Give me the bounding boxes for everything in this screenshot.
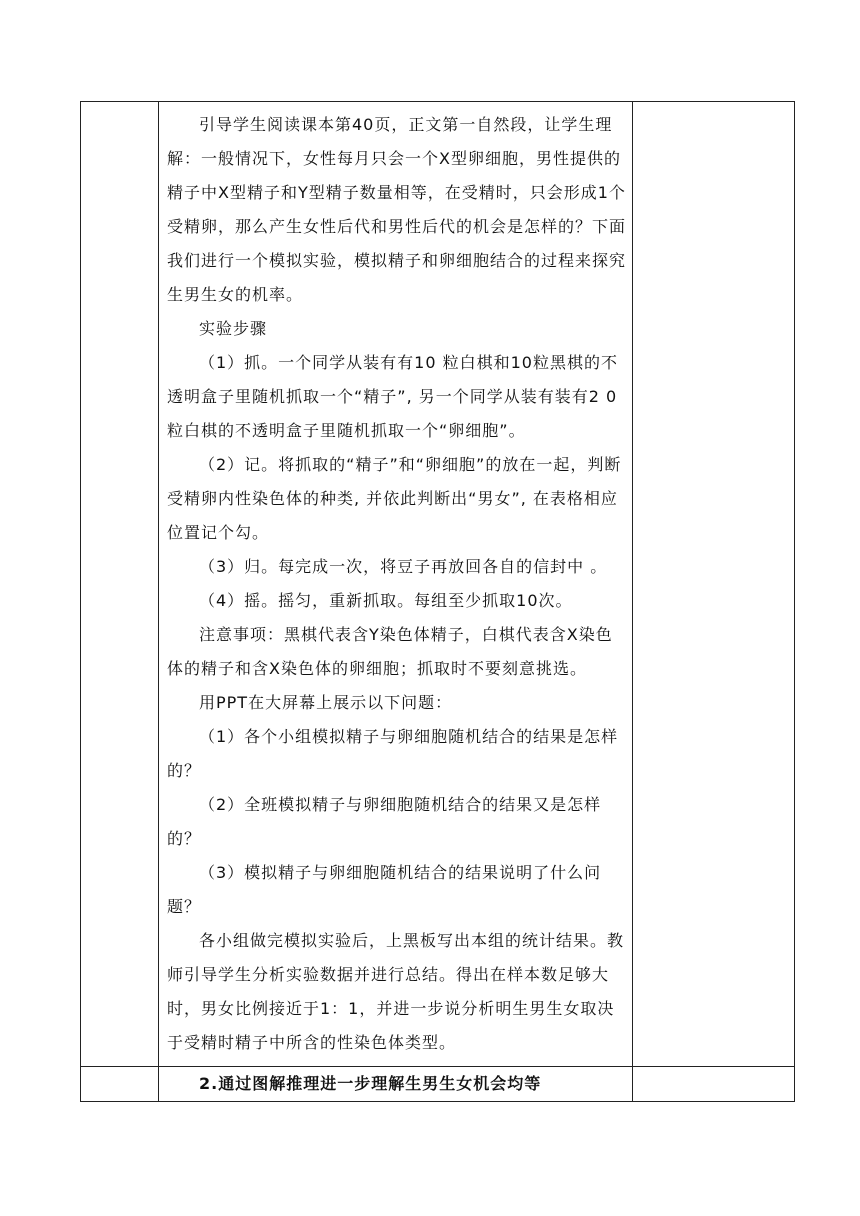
table-row xyxy=(81,102,795,1067)
notes-paragraph: 注意事项：黑棋代表含Y染色体精子，白棋代表含X染色体的精子和含X染色体的卵细胞；抓取时不要刻意挑选。 xyxy=(167,625,613,678)
step-4: （4）摇。摇匀，重新抓取。每组至少抓取10次。 xyxy=(199,591,573,610)
right-cell xyxy=(633,1067,795,1102)
left-cell xyxy=(81,102,159,1067)
step-3: （3）归。每完成一次，将豆子再放回各自的信封中 。 xyxy=(199,557,608,576)
section-heading: 2.通过图解推理进一步理解生男生女机会均等 xyxy=(199,1074,542,1093)
steps-title: 实验步骤 xyxy=(199,319,268,338)
question-1: （1）各个小组模拟精子与卵细胞随机结合的结果是怎样的？ xyxy=(167,727,619,780)
step-1: （1）抓。一个同学从装有有10 粒白棋和10粒黑棋的不透明盒子里随机抓取一个“精子”, 另一个同学从装有装有2 0粒白棋的不透明盒子里随机抓取一个“卵细胞”。 xyxy=(167,353,618,440)
content-cell xyxy=(159,1067,633,1102)
step-2: （2）记。将抓取的“精子”和“卵细胞”的放在一起，判断受精卵内性染色体的种类, 并依此判断出“男女”, 在表格相应位置记个勾。 xyxy=(167,455,622,542)
table-row xyxy=(81,1067,795,1102)
question-3: （3）模拟精子与卵细胞随机结合的结果说明了什么问题？ xyxy=(167,863,602,916)
lesson-table xyxy=(80,101,795,1102)
left-cell xyxy=(81,1067,159,1102)
content-cell xyxy=(159,102,633,1067)
ppt-paragraph: 用PPT在大屏幕上展示以下问题： xyxy=(199,693,453,712)
summary-paragraph: 各小组做完模拟实验后，上黑板写出本组的统计结果。教师引导学生分析实验数据并进行总结。得出在样本数足够大时，男女比例接近于1：1，并进一步说分析明生男生女取决于受精时精子中所含的性染色体类型。 xyxy=(167,931,625,1052)
question-2: （2）全班模拟精子与卵细胞随机结合的结果又是怎样的？ xyxy=(167,795,602,848)
intro-paragraph: 引导学生阅读课本第40页，正文第一自然段，让学生理解：一般情况下，女性每月只会一个X型卵细胞，男性提供的精子中X型精子和Y型精子数量相等，在受精时，只会形成1个受精卵，那么产生女性后代和男性后代的机会是怎样的？下面我们进行一个模拟实验，模拟精子和卵细胞结合的过程来探究生男生女的机率。 xyxy=(167,115,627,304)
right-cell xyxy=(633,102,795,1067)
